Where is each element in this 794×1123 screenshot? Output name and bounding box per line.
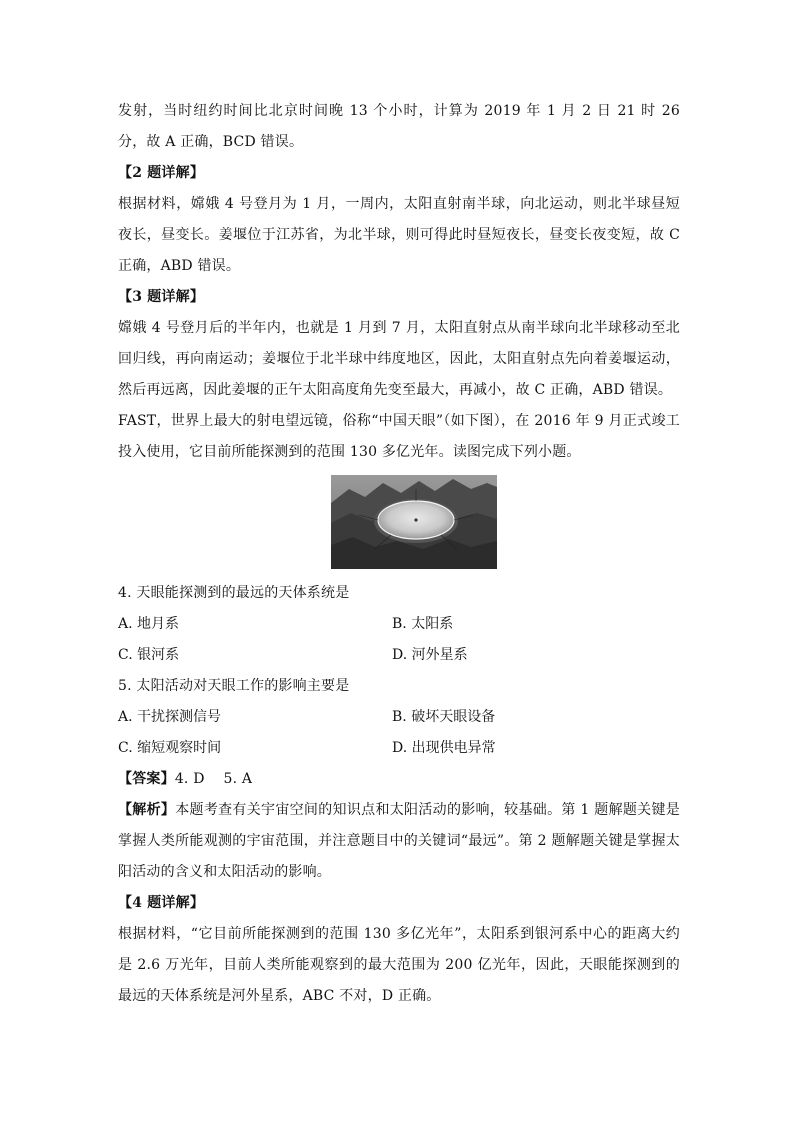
paragraph-fast-intro: FAST，世界上最大的射电望远镜，俗称“中国天眼”（如下图），在 2016 年 9 月正式竣工投入使用，它目前所能探测到的范围 130 多亿光年。读图完成下列小题。 bbox=[118, 413, 680, 460]
document-page bbox=[118, 96, 680, 1012]
question-4-option-b: B. 太阳系 bbox=[392, 616, 454, 632]
question-4-options-row1 bbox=[118, 609, 680, 640]
question-4-options-row2 bbox=[118, 640, 680, 671]
answer-text: 4. D 5. A bbox=[174, 771, 253, 787]
question-5-option-b: B. 破坏天眼设备 bbox=[392, 709, 496, 725]
heading-q2-detail: 【2 题详解】 bbox=[118, 165, 205, 181]
question-5-option-a: A. 干扰探测信号 bbox=[118, 709, 222, 725]
paragraph-q2-detail: 根据材料，嫦娥 4 号登月为 1 月，一周内，太阳直射南半球，向北运动，则北半球昼短夜长，昼变长。姜堰位于江苏省，为北半球，则可得此时昼短夜长，昼变长夜变短，故 C 正确，ABD 错误。 bbox=[118, 196, 680, 274]
heading-q3-detail: 【3 题详解】 bbox=[118, 289, 205, 305]
heading-q4-detail: 【4 题详解】 bbox=[118, 895, 205, 911]
answer-line bbox=[118, 764, 680, 795]
question-5-options-row1 bbox=[118, 702, 680, 733]
paragraph-q4-detail: 根据材料，“它目前所能探测到的范围 130 多亿光年”，太阳系到银河系中心的距离大约是 2.6 万光年，目前人类所能观察到的最大范围为 200 亿光年，因此，天眼能探测到的最远的天体系统是河外星系，ABC 不对，D 正确。 bbox=[118, 926, 680, 1004]
question-5-option-d: D. 出现供电异常 bbox=[392, 740, 496, 756]
paragraph-q3-detail: 嫦娥 4 号登月后的半年内，也就是 1 月到 7 月，太阳直射点从南半球向北半球移动至北回归线，再向南运动；姜堰位于北半球中纬度地区，因此，太阳直射点先向着姜堰运动，然后再远离，因此姜堰的正午太阳高度角先变至最大，再减小，故 C 正确，ABD 错误。 bbox=[118, 320, 680, 398]
question-5-options-row2 bbox=[118, 733, 680, 764]
question-4-option-a: A. 地月系 bbox=[118, 616, 180, 632]
question-4-stem: 4. 天眼能探测到的最远的天体系统是 bbox=[118, 585, 350, 601]
fast-telescope-photo bbox=[331, 475, 497, 569]
answer-label: 【答案】 bbox=[118, 771, 175, 787]
question-4-option-d: D. 河外星系 bbox=[392, 647, 468, 663]
figure-container bbox=[118, 472, 680, 572]
analysis-paragraph bbox=[118, 795, 680, 888]
paragraph-q1-end: 发射，当时纽约时间比北京时间晚 13 个小时，计算为 2019 年 1 月 2 日 21 时 26 分，故 A 正确，BCD 错误。 bbox=[118, 103, 680, 150]
analysis-text: 本题考查有关宇宙空间的知识点和太阳活动的影响，较基础。第 1 题解题关键是掌握人类所能观测的宇宙范围，并注意题目中的关键词“最远”。第 2 题解题关键是掌握太阳活动的含义和太阳活动的影响。 bbox=[118, 802, 680, 880]
question-4-option-c: C. 银河系 bbox=[118, 647, 180, 663]
analysis-label: 【解析】 bbox=[118, 802, 176, 818]
question-5-option-c: C. 缩短观察时间 bbox=[118, 740, 222, 756]
question-5-stem: 5. 太阳活动对天眼工作的影响主要是 bbox=[118, 678, 350, 694]
